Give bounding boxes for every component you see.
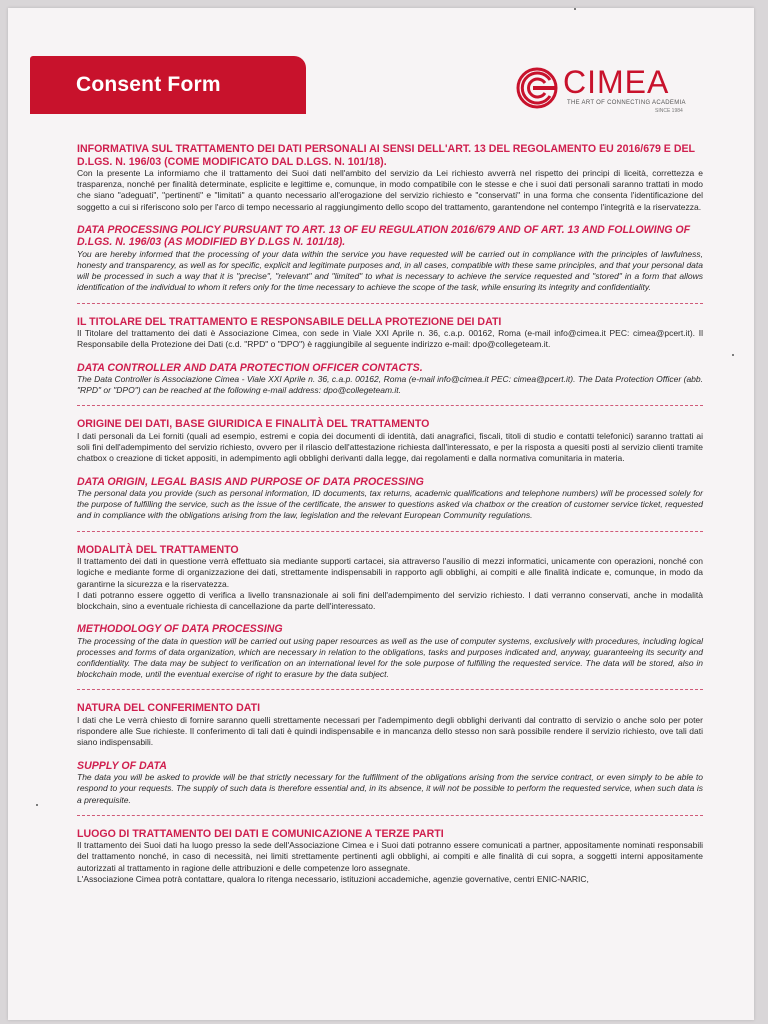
- section-heading-it: IL TITOLARE DEL TRATTAMENTO E RESPONSABILE DELLA PROTEZIONE DEI DATI: [77, 315, 502, 328]
- section-heading-en: DATA PROCESSING POLICY PURSUANT TO ART. 13 OF EU REGULATION 2016/679 AND OF ART. 13 AND FOLLOWING OF D.LGS. N. 196/03 (AS MODIFIED BY D.LGS N. 101/18).: [77, 223, 691, 249]
- section-divider: [77, 815, 703, 816]
- section-text-it: Il trattamento dei Suoi dati ha luogo presso la sede dell'Associazione Cimea e i Suoi dati potranno essere comunicati a partner, appositamente nominati responsabili del trattamento nonché, in caso di necessità, nei limiti strettamente pertinenti agli obblighi, ai compiti e alle finalità di cui sopra, a soggetti interni appositamente autorizzati al trattamento in ragione delle attribuzioni e delle competenze loro assegnate. L'Associazione Cimea potrà contattare, qualora lo ritenga necessario, istituzioni accademiche, agenzie governative, centri ENIC-NARIC,: [77, 840, 703, 884]
- document-body: [77, 143, 703, 891]
- scan-speck: [36, 804, 38, 806]
- section-text-en: The personal data you provide (such as personal information, ID documents, tax returns, academic qualifications and telephone numbers) will be processed solely for the purpose of fulfilling the service, such as the issue of the certificate, the answer to questions asked via chatbox or the creation of customer service ticket, requested and in compliance with the obligations arising from the law, legislation and the relevant European Community regulations.: [77, 488, 703, 521]
- logo-since: SINCE 1984: [655, 108, 683, 114]
- cimea-spiral-icon: [515, 66, 559, 110]
- section-heading-it: LUOGO DI TRATTAMENTO DEI DATI E COMUNICAZIONE A TERZE PARTI: [77, 827, 444, 840]
- section-data-origin: [77, 418, 703, 521]
- section-text-it: Il trattamento dei dati in questione verrà effettuato sia mediante supporti cartacei, sia attraverso l'ausilio di mezzi informatici, unicamente con operazioni, nonché con logiche e mediante forme di organizzazione dei dati, strettamente indispensabili in rapporto agli obblighi, ai compiti e alle finalità indicate e, comunque, in modo da garantirne la sicurezza e la riservatezza. I dati potranno essere oggetto di verifica a livello transnazionale ai soli fini dell'adempimento del servizio richiesto. I dati verranno conservati, anche in modalità blockchain, sino a eventuale richiesta di cancellazione da parte dell'interessato.: [77, 556, 703, 611]
- section-divider: [77, 689, 703, 690]
- logo-wordmark: CIMEA: [563, 64, 670, 100]
- section-text-en: You are hereby informed that the processing of your data within the service you have requested will be carried out in compliance with the principles of lawfulness, honesty and transparency, as well as for specific, explicit and legitimate purposes and, in all cases, compatible with these same principles, and that your personal data will be processed in such a way that it is "precise", "relevant" and "limited" to what is necessary to achieve the service requested and "stored" in a form that allows identification of the individual to whom it refers only for the time necessary to achieve the scope of the task, while ensuring its integrity and confidentiality.: [77, 248, 703, 293]
- section-heading-it: NATURA DEL CONFERIMENTO DATI: [77, 702, 261, 715]
- section-text-it: I dati che Le verrà chiesto di fornire saranno quelli strettamente necessari per l'adempimento degli obblighi derivanti dal contratto di servizio o anche solo per poter rispondere alle Sue richieste. Il conferimento di tali dati è quindi indispensabile e in mancanza dello stesso non sarà possibile rendere il servizio richiesto, ove tali dati siano indispensabili.: [77, 714, 703, 748]
- section-methodology: [77, 544, 703, 681]
- section-divider: [77, 405, 703, 406]
- section-divider: [77, 303, 703, 304]
- title-banner: [30, 56, 306, 114]
- section-heading-en: DATA ORIGIN, LEGAL BASIS AND PURPOSE OF DATA PROCESSING: [77, 475, 424, 488]
- page-title: Consent Form: [76, 73, 221, 96]
- section-text-en: The processing of the data in question will be carried out using paper resources as well as the use of computer systems, exclusively with procedures, including logical processes and forms of data organization, which are necessary in relation to the obligations, tasks and purposes indicated and, anyway, guaranteeing its security and confidentiality. The data may be subject to verification on an international level for the sole purpose of fulfilling the requested service. The data will be stored, also in blockchain mode, until the eventual exercise of right to erasure by the data subject.: [77, 635, 703, 680]
- scan-speck: [574, 8, 576, 10]
- cimea-logo: [515, 60, 725, 120]
- section-heading-it: ORIGINE DEI DATI, BASE GIURIDICA E FINALITÀ DEL TRATTAMENTO: [77, 418, 430, 431]
- logo-tagline: THE ART OF CONNECTING ACADEMIA: [567, 100, 686, 106]
- section-heading-it: INFORMATIVA SUL TRATTAMENTO DEI DATI PERSONALI AI SENSI DELL'ART. 13 DEL REGOLAMENTO EU 2016/679 E DEL D.LGS. N. 196/03 (COME MODIFICATO DAL D.LGS. N. 101/18).: [77, 143, 695, 168]
- section-data-processing-policy: [77, 143, 703, 294]
- document-page: [8, 8, 754, 1020]
- section-heading-en: SUPPLY OF DATA: [77, 759, 167, 772]
- scan-speck: [732, 354, 734, 356]
- section-text-it: Con la presente La informiamo che il trattamento dei Suoi dati nell'ambito del servizio da Lei richiesto avverrà nel rispetto dei principi di liceità, correttezza e trasparenza, nonché per finalità determinate, esplicite e legittime e, comunque, in modo compatibile con le stesse e che i suoi dati personali saranno trattati in modo che siano "adeguati", "pertinenti" e "limitati" a quanto necessario all'erogazione del servizio richiesto e "conservati" in una forma che consenta l'identificazione del soggetto a cui si riferiscono solo per l'arco di tempo necessario al raggiungimento dello scopo del trattamento, garantendone nel contempo l'integrità e la riservatezza.: [77, 168, 703, 212]
- section-text-it: I dati personali da Lei forniti (quali ad esempio, estremi e copia dei documenti di identità, dati anagrafici, fiscali, titoli di studio e contatti telefonici) saranno trattati ai soli fini dell'adempimento del servizio richiesto, ovvero per il rilascio dell'attestazione richiesta dall'interessato, e per la risposta a quesiti posti al servizio clienti tramite chatbox o creazione di ticket appositi, in adempimento agli obblighi derivanti dalla legge, dai regolamenti e dalla normativa comunitaria in materia.: [77, 430, 703, 464]
- section-heading-it: MODALITÀ DEL TRATTAMENTO: [77, 543, 239, 556]
- section-divider: [77, 531, 703, 532]
- section-heading-en: DATA CONTROLLER AND DATA PROTECTION OFFICER CONTACTS.: [77, 361, 423, 374]
- section-data-controller: [77, 316, 703, 397]
- section-text-it: Il Titolare del trattamento dei dati è Associazione Cimea, con sede in Viale XXI Aprile n. 36, c.a.p. 00162, Roma (e-mail info@cimea.it PEC: cimea@pcert.it). Il Responsabile della Protezione dei Dati (c.d. "RPD" o "DPO") è raggiungibile al seguente indirizzo e-mail: dpo@collegeteam.it.: [77, 328, 703, 350]
- section-supply-of-data: [77, 702, 703, 805]
- section-text-en: The data you will be asked to provide will be that strictly necessary for the fulfillment of the obligations arising from the service contract, or even simply to be able to respond to your requests. The supply of such data is therefore essential and, in its absence, it will not be possible to perform the requested service, when such data is a prerequisite.: [77, 772, 703, 805]
- section-text-en: The Data Controller is Associazione Cimea - Viale XXI Aprile n. 36, c.a.p. 00162, Roma (e-mail info@cimea.it PEC: cimea@pcert.it). The Data Protection Officer (abb. "RPD" or "DPO") can be reached at the following e-mail address: dpo@collegeteam.it.: [77, 374, 703, 396]
- section-heading-en: METHODOLOGY OF DATA PROCESSING: [77, 623, 283, 636]
- section-place-of-processing: [77, 828, 703, 885]
